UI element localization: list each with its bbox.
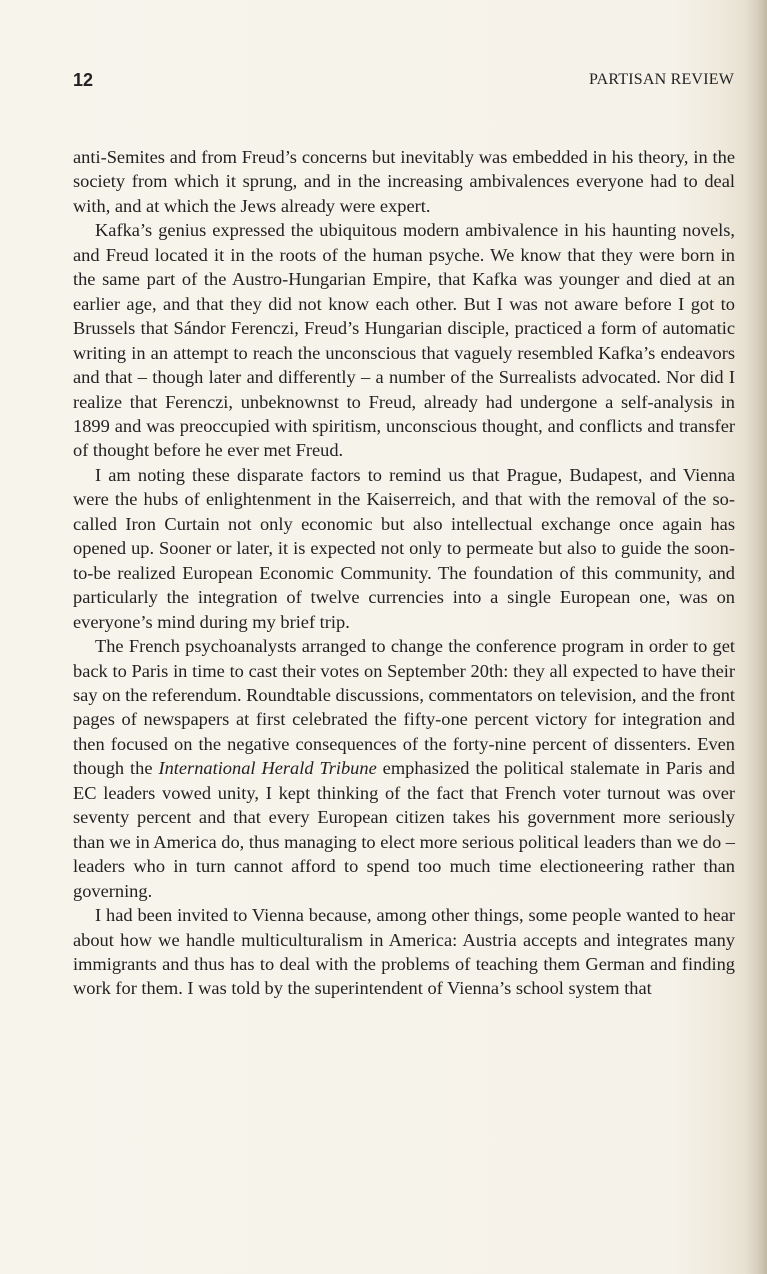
paragraph: I had been invited to Vienna because, among other things, some people wanted to hear about how we handle multiculturalism in America: Austria accepts and integrates many immigrants and thus has to deal with the problems of teaching them German and finding work for them. I was told by the superintendent of Vienna’s school system that [73, 905, 735, 999]
paragraph [73, 634, 735, 903]
newspaper-title: International Herald Tribune [158, 758, 377, 779]
running-head: PARTISAN REVIEW [588, 71, 734, 88]
paragraph-text: emphasized the political stalemate in Paris and EC leaders vowed unity, I kept thinking of the fact that French voter turnout was over seventy percent and that every European citizen takes his government more seriously than we in America do, thus managing to elect more serious political leaders than we do – leaders who in turn cannot afford to spend too much time electioneering rather than governing. [73, 758, 735, 901]
paragraph: anti-Semites and from Freud’s concerns but inevitably was embedded in his theory, in the society from which it sprung, and in the increasing ambivalences everyone had to deal with, and at which the Jews already were expert. [73, 147, 735, 216]
page-number: 12 [73, 70, 94, 90]
paragraph: Kafka’s genius expressed the ubiquitous modern ambivalence in his haunting novels, and Freud located it in the roots of the human psyche. We know that they were born in the same part of the Austro-Hungarian Empire, that Kafka was younger and died at an earlier age, and that they did not know each other. But I was not aware before I got to Brussels that Sándor Ferenczi, Freud’s Hungarian disciple, practiced a form of automatic writing in an attempt to reach the unconscious that vaguely resembled Kafka’s endeavors and that – though later and differently – a number of the Surrealists advocated. Nor did I realize that Ferenczi, unbeknownst to Freud, already had undergone a self-analysis in 1899 and was preoccupied with spiritism, unconscious thought, and conflicts and transfer of thought before he ever met Freud. [73, 220, 735, 461]
paragraph-text: The French psychoanalysts arranged to change the conference program in order to get back to Paris in time to cast their votes on September 20th: they all expected to have their say on the referendum. Roundtable discussions, commentators on television, and the front pages of newspapers at first celebrated the fifty-one percent victory for integration and then focused on the negative consequences of the forty-nine percent of dissenters. Even though the [73, 636, 735, 779]
body-text [73, 145, 735, 1001]
paragraph: I am noting these disparate factors to remind us that Prague, Budapest, and Vienna were the hubs of enlightenment in the Kaiserreich, and that with the removal of the so-called Iron Curtain not only economic but also intellectual exchange once again has opened up. Sooner or later, it is expected not only to permeate but also to guide the soon-to-be realized European Economic Community. The foundation of this community, and particularly the integration of twelve currencies into a single European one, was on everyone’s mind during my brief trip. [73, 464, 735, 632]
page-header [73, 68, 734, 98]
page-edge-shadow [745, 0, 767, 1274]
